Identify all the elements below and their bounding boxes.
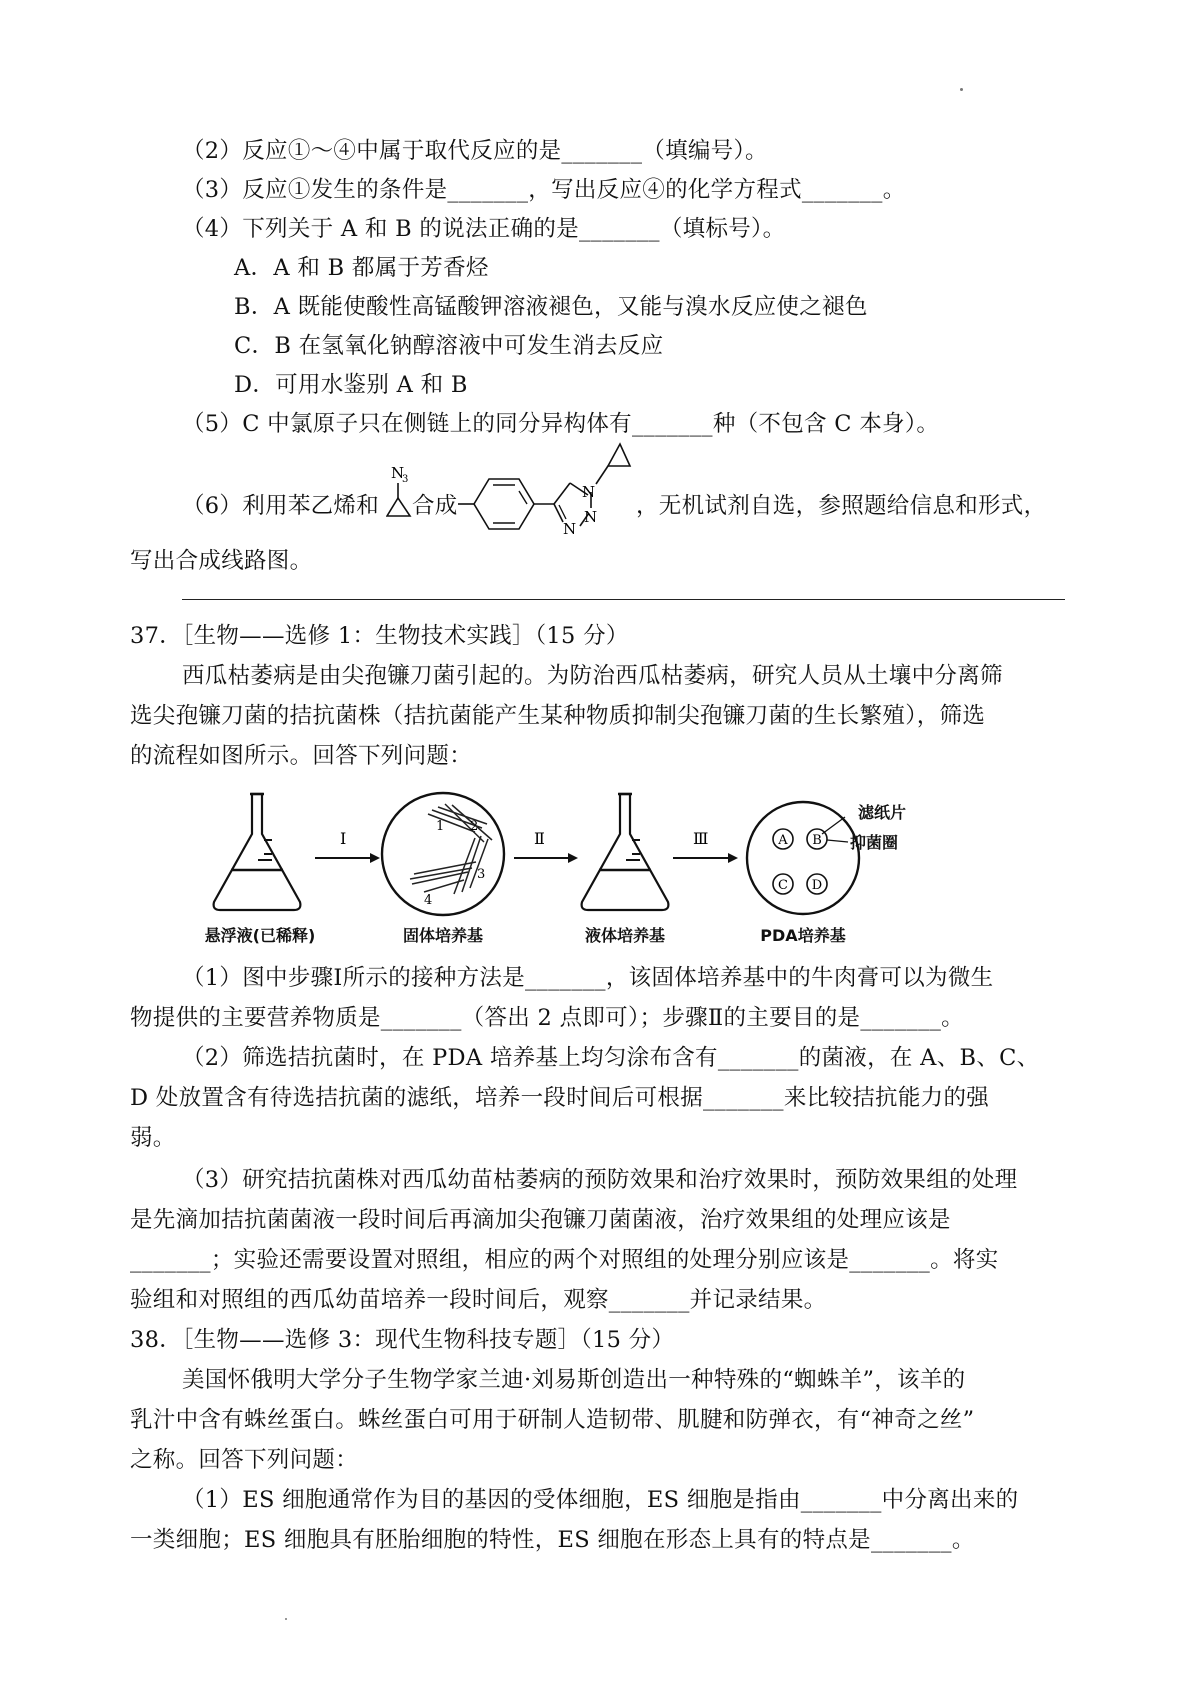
streak-zone-4: 4 — [424, 893, 433, 908]
chem-option-c: C．B 在氢氧化钠醇溶液中可发生消去反应 — [234, 333, 664, 359]
step-3-label: Ⅲ — [693, 829, 709, 848]
chem-question-6-part2: 合成 — [412, 493, 458, 519]
q37-part1-line2: 物提供的主要营养物质是_______（答出 2 点即可）；步骤Ⅱ的主要目的是_______。 — [130, 1005, 964, 1031]
azide-n-label: N — [391, 464, 405, 482]
azide-subscript: 3 — [402, 474, 409, 485]
q37-intro-line1 — [182, 661, 1070, 691]
disc-c: C — [778, 878, 788, 893]
caption-suspension: 悬浮液(已稀释) — [204, 926, 316, 945]
q38-intro-line3: 之称。回答下列问题： — [130, 1447, 359, 1473]
triazole-n3: N — [563, 520, 577, 538]
pda-plate — [747, 802, 859, 914]
answer-line — [182, 599, 1065, 600]
label-inhibition-zone: 抑菌圈 — [850, 833, 899, 852]
chem-question-3: （3）反应①发生的条件是_______，写出反应④的化学方程式_______。 — [182, 177, 906, 203]
q37-part3-line2: 是先滴加拮抗菌菌液一段时间后再滴加尖孢镰刀菌菌液，治疗效果组的处理应该是 — [130, 1207, 951, 1233]
scan-speck — [960, 88, 963, 91]
q37-title: 37．［生物——选修 1：生物技术实践］（15 分） — [130, 623, 629, 649]
q38-intro-line1: 美国怀俄明大学分子生物学家兰迪·刘易斯创造出一种特殊的“蜘蛛羊”，该羊的 — [182, 1367, 966, 1393]
step-2-label: Ⅱ — [534, 829, 545, 848]
q37-part3-line3: _______；实验还需要设置对照组，相应的两个对照组的处理分别应该是_______。将实 — [130, 1247, 999, 1273]
q38-intro-line2: 乳汁中含有蛛丝蛋白。蛛丝蛋白可用于研制人造韧带、肌腱和防弹衣，有“神奇之丝” — [130, 1407, 975, 1433]
q37-part2-line3: 弱。 — [130, 1125, 176, 1151]
q37-part2-line2: D 处放置含有待选拮抗菌的滤纸，培养一段时间后可根据_______来比较拮抗能力的强 — [130, 1085, 990, 1111]
q37-part2-line1: （2）筛选拮抗菌时，在 PDA 培养基上均匀涂布含有_______的菌液，在 A、B、C、 — [182, 1045, 1040, 1071]
caption-liquid-medium: 液体培养基 — [584, 926, 665, 945]
q38-part1-line1: （1）ES 细胞通常作为目的基因的受体细胞，ES 细胞是指由_______中分离出来的 — [182, 1487, 1019, 1513]
screening-flow-diagram — [200, 784, 1020, 952]
q38-part1-line2: 一类细胞；ES 细胞具有胚胎细胞的特性，ES 细胞在形态上具有的特点是_______。 — [130, 1527, 975, 1553]
streak-zone-2: 2 — [470, 819, 479, 834]
q37-part1-line1 — [182, 963, 1070, 993]
q37-part3-line4: 验组和对照组的西瓜幼苗培养一段时间后，观察_______并记录结果。 — [130, 1287, 827, 1313]
target-molecule-structure — [458, 438, 638, 544]
scan-speck-bottom — [285, 1618, 287, 1620]
chem-option-b: B．A 既能使酸性高锰酸钾溶液褪色，又能与溴水反应使之褪色 — [234, 294, 868, 320]
chem-question-4: （4）下列关于 A 和 B 的说法正确的是_______（填标号）。 — [182, 216, 786, 242]
disc-d: D — [811, 878, 823, 893]
chem-option-a: A．A 和 B 都属于芳香烃 — [234, 255, 489, 281]
label-filter-disc: 滤纸片 — [858, 803, 907, 822]
chem-question-6-part1: （6）利用苯乙烯和 — [182, 493, 380, 519]
triazole-n2: N — [584, 508, 598, 526]
streak-zone-1: 1 — [436, 819, 445, 834]
q37-intro-line1-text: 西瓜枯萎病是由尖孢镰刀菌引起的。为防治西瓜枯萎病，研究人员从土壤中分离筛 — [182, 663, 1003, 689]
triazole-n1: N — [582, 483, 596, 501]
flask-suspension — [214, 794, 301, 910]
chem-question-5: （5）C 中氯原子只在侧链上的同分异构体有_______种（不包含 C 本身）。 — [182, 411, 940, 437]
disc-b: B — [812, 833, 822, 848]
streak-zone-3: 3 — [477, 867, 486, 882]
caption-solid-medium: 固体培养基 — [402, 926, 483, 945]
q37-intro-line3: 的流程如图所示。回答下列问题： — [130, 743, 473, 769]
caption-pda-medium: PDA培养基 — [760, 926, 846, 945]
chem-option-d: D．可用水鉴别 A 和 B — [234, 372, 468, 398]
chem-question-2: （2）反应①～④中属于取代反应的是_______（填编号）。 — [182, 138, 768, 164]
q38-title: 38．［生物——选修 3：现代生物科技专题］（15 分） — [130, 1327, 675, 1353]
q37-part1-line1-text: （1）图中步骤Ⅰ所示的接种方法是_______，该固体培养基中的牛肉膏可以为微生 — [182, 965, 994, 991]
disc-a: A — [778, 833, 788, 848]
chem-question-6-part3: ，无机试剂自选，参照题给信息和形式， — [636, 493, 1047, 519]
q37-part3-line1: （3）研究拮抗菌株对西瓜幼苗枯萎病的预防效果和治疗效果时，预防效果组的处理 — [182, 1167, 1018, 1193]
flask-liquid-medium — [582, 794, 669, 910]
chem-question-6-part4: 写出合成线路图。 — [130, 548, 313, 574]
step-1-label: Ⅰ — [340, 829, 347, 848]
solid-medium-plate — [382, 793, 504, 915]
q37-intro-line2: 选尖孢镰刀菌的拮抗菌株（拮抗菌能产生某种物质抑制尖孢镰刀菌的生长繁殖），筛选 — [130, 703, 986, 729]
